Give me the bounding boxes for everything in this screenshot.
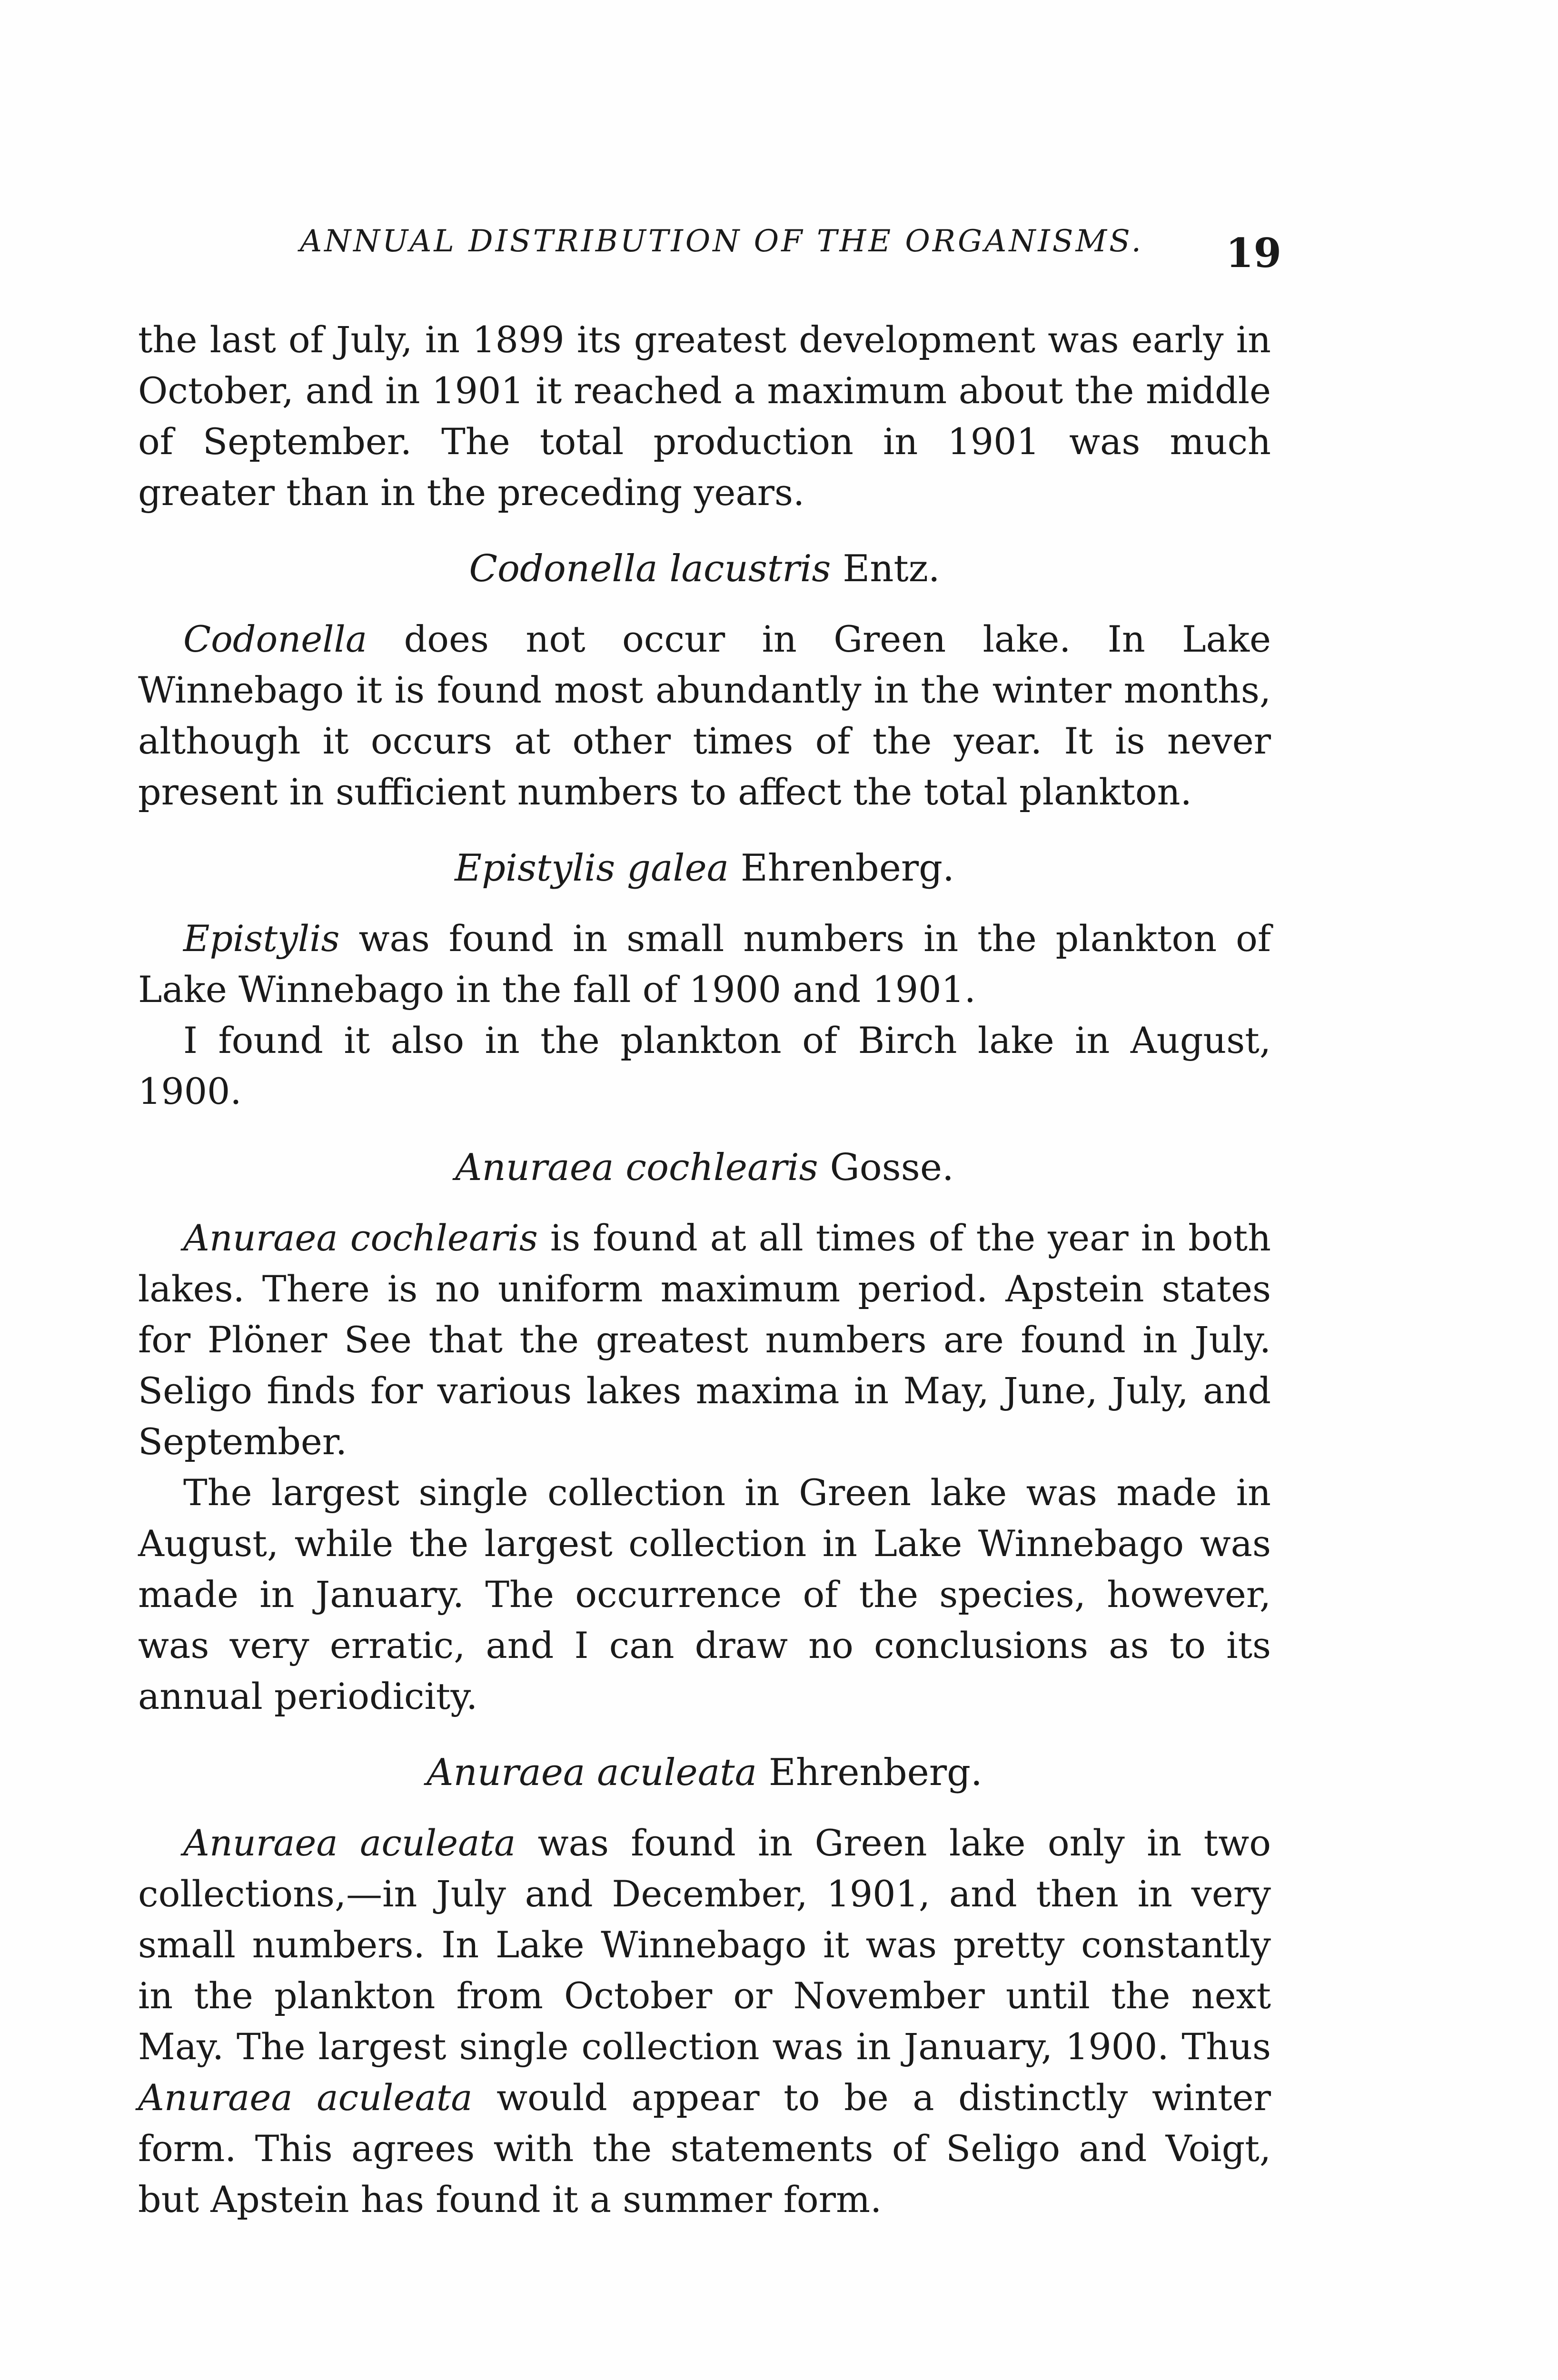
- paragraph-text: would appear to be a distinctly winter form. This agrees with the statements of Seligo and Voigt, but Apstein has found it a summer form.: [138, 2076, 1271, 2221]
- taxon-name: Anuraea aculeata: [183, 1822, 516, 1864]
- heading-taxon: Epistylis galea: [455, 847, 729, 890]
- taxon-name: Anuraea cochlearis: [183, 1217, 538, 1259]
- paragraph-text: was found in small numbers in the plankton of Lake Winnebago in the fall of 1900 and 1901.: [138, 917, 1271, 1011]
- paragraph-anuraea-cochlearis-1: [138, 1212, 1271, 1467]
- paragraph-text: was found in Green lake only in two collections,—in July and December, 1901, and then in very small numbers. In Lake Winnebago it was pretty constantly in the plankton from October or November until the next May. The largest single collection was in January, 1900. Thus: [138, 1822, 1271, 2068]
- paragraph-epistylis-2: I found it also in the plankton of Birch lake in August, 1900.: [138, 1019, 1271, 1112]
- page-number: 19: [1226, 229, 1281, 277]
- heading-taxon: Anuraea aculeata: [427, 1751, 757, 1794]
- heading-taxon: Anuraea cochlearis: [455, 1146, 818, 1189]
- taxon-name: Epistylis: [183, 917, 340, 960]
- section-heading-epistylis: [138, 843, 1271, 894]
- taxon-name: Codonella: [183, 618, 367, 660]
- body-text: [138, 314, 1271, 2225]
- paragraph-codonella: [138, 614, 1271, 817]
- heading-taxon: Codonella lacustris: [469, 547, 831, 590]
- paragraph-anuraea-aculeata: [138, 1817, 1271, 2225]
- taxon-name: Anuraea aculeata: [138, 2076, 473, 2119]
- heading-author: Ehrenberg.: [768, 1751, 982, 1794]
- paragraph-continuation: the last of July, in 1899 its greatest development was early in October, and in 1901 it reached a maximum about the middle of September. The total production in 1901 was much greater than in the preceding years.: [138, 318, 1271, 514]
- paragraph-text: is found at all times of the year in both lakes. There is no uniform maximum period. Apstein states for Plöner See that the greatest numbers are found in July. Seligo finds for various lakes maxima in May, June, July, and September.: [138, 1217, 1271, 1463]
- heading-author: Gosse.: [830, 1146, 954, 1189]
- section-heading-codonella: [138, 544, 1271, 595]
- running-header: ANNUAL DISTRIBUTION OF THE ORGANISMS.: [300, 224, 1143, 259]
- section-heading-anuraea-cochlearis: [138, 1142, 1271, 1193]
- paragraph-epistylis-1: [138, 913, 1271, 1015]
- heading-author: Entz.: [843, 547, 940, 590]
- paragraph-text: does not occur in Green lake. In Lake Winnebago it is found most abundantly in the winter months, although it occurs at other times of the year. It is never present in sufficient numbers to affect the total plankton.: [138, 618, 1271, 813]
- section-heading-anuraea-aculeata: [138, 1747, 1271, 1798]
- paragraph-anuraea-cochlearis-2: The largest single collection in Green lake was made in August, while the largest collection in Lake Winnebago was made in January. The occurrence of the species, however, was very erratic, and I can draw no conclusions as to its annual periodicity.: [138, 1471, 1271, 1717]
- heading-author: Ehrenberg.: [740, 847, 954, 890]
